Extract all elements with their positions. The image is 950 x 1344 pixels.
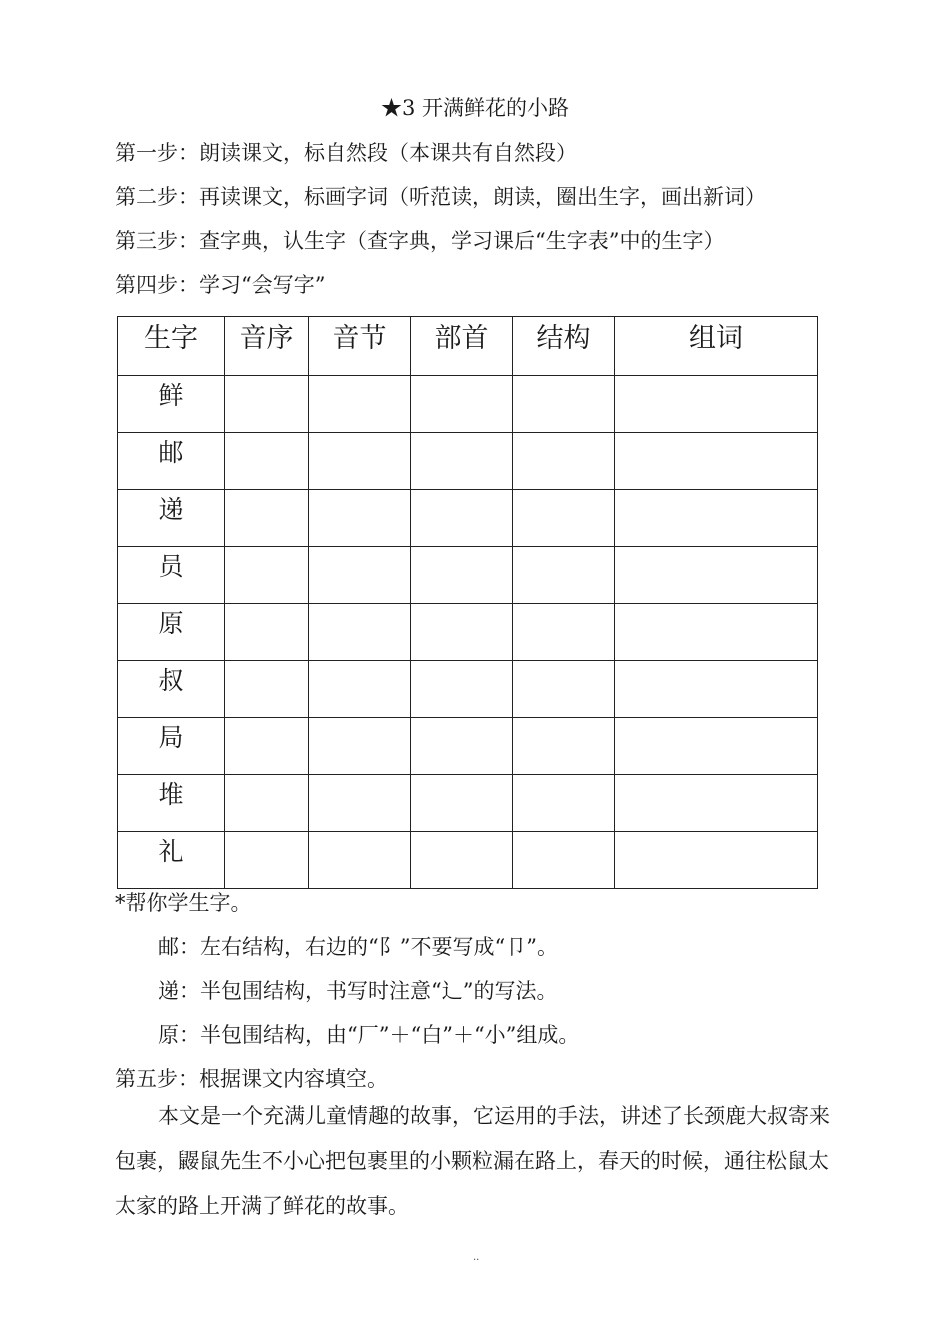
blank-cell[interactable] (225, 547, 309, 604)
blank-cell[interactable] (513, 547, 615, 604)
blank-cell[interactable] (513, 718, 615, 775)
table-row (118, 376, 818, 433)
blank-cell[interactable] (411, 718, 513, 775)
blank-cell[interactable] (309, 376, 411, 433)
character-cell: 礼 (118, 832, 225, 889)
blank-cell[interactable] (615, 433, 818, 490)
blank-cell[interactable] (225, 376, 309, 433)
table-row (118, 775, 818, 832)
header-phonetic-order: 音序 (225, 317, 309, 376)
page-title: ★3 开满鲜花的小路 (380, 96, 570, 120)
header-radical: 部首 (411, 317, 513, 376)
blank-cell[interactable] (411, 661, 513, 718)
table-row (118, 718, 818, 775)
blank-cell[interactable] (225, 718, 309, 775)
blank-cell[interactable] (513, 376, 615, 433)
table-row (118, 433, 818, 490)
blank-cell[interactable] (615, 832, 818, 889)
header-structure: 结构 (513, 317, 615, 376)
blank-cell[interactable] (411, 490, 513, 547)
blank-cell[interactable] (225, 604, 309, 661)
step-4: 第四步：学习“会写字” (115, 273, 326, 297)
step-1: 第一步：朗读课文，标自然段（本课共有自然段） (115, 141, 577, 165)
help-item-you: 邮：左右结构，右边的“阝”不要写成“卩”。 (158, 935, 558, 959)
step-5-heading: 第五步：根据课文内容填空。 (115, 1067, 388, 1091)
blank-cell[interactable] (513, 661, 615, 718)
step-2: 第二步：再读课文，标画字词（听范读，朗读，圈出生字，画出新词） (115, 185, 766, 209)
blank-cell[interactable] (513, 490, 615, 547)
character-table (117, 316, 818, 889)
character-cell: 鲜 (118, 376, 225, 433)
blank-cell[interactable] (513, 832, 615, 889)
table-row (118, 490, 818, 547)
table-row (118, 547, 818, 604)
character-cell: 邮 (118, 433, 225, 490)
page-footer-mark: .. (473, 1252, 480, 1263)
blank-cell[interactable] (225, 832, 309, 889)
table-row (118, 661, 818, 718)
blank-cell[interactable] (411, 547, 513, 604)
blank-cell[interactable] (513, 604, 615, 661)
character-cell: 递 (118, 490, 225, 547)
blank-cell[interactable] (615, 547, 818, 604)
help-item-di: 递：半包围结构，书写时注意“辶”的写法。 (158, 979, 558, 1003)
blank-cell[interactable] (615, 604, 818, 661)
header-words: 组词 (615, 317, 818, 376)
blank-cell[interactable] (309, 604, 411, 661)
table-row (118, 832, 818, 889)
blank-cell[interactable] (309, 832, 411, 889)
blank-cell[interactable] (225, 433, 309, 490)
blank-cell[interactable] (225, 490, 309, 547)
help-item-yuan: 原：半包围结构，由“厂”＋“白”＋“小”组成。 (158, 1023, 580, 1047)
blank-cell[interactable] (615, 490, 818, 547)
blank-cell[interactable] (615, 775, 818, 832)
blank-cell[interactable] (309, 433, 411, 490)
blank-cell[interactable] (615, 376, 818, 433)
header-character: 生字 (118, 317, 225, 376)
character-cell: 员 (118, 547, 225, 604)
blank-cell[interactable] (309, 490, 411, 547)
blank-cell[interactable] (309, 775, 411, 832)
blank-cell[interactable] (411, 775, 513, 832)
blank-cell[interactable] (225, 661, 309, 718)
blank-cell[interactable] (309, 661, 411, 718)
blank-cell[interactable] (411, 604, 513, 661)
blank-cell[interactable] (411, 376, 513, 433)
blank-cell[interactable] (309, 718, 411, 775)
table-row (118, 604, 818, 661)
blank-cell[interactable] (615, 718, 818, 775)
blank-cell[interactable] (615, 661, 818, 718)
blank-cell[interactable] (411, 832, 513, 889)
blank-cell[interactable] (513, 433, 615, 490)
blank-cell[interactable] (225, 775, 309, 832)
step-3: 第三步：查字典，认生字（查字典，学习课后“生字表”中的生字） (115, 229, 725, 253)
character-cell: 原 (118, 604, 225, 661)
character-cell: 叔 (118, 661, 225, 718)
blank-cell[interactable] (513, 775, 615, 832)
header-syllable: 音节 (309, 317, 411, 376)
help-title: *帮你学生字。 (115, 891, 252, 915)
character-cell: 局 (118, 718, 225, 775)
blank-cell[interactable] (411, 433, 513, 490)
table-header-row (118, 317, 818, 376)
step-5-paragraph: 本文是一个充满儿童情趣的故事，它运用的手法，讲述了长颈鹿大叔寄来包裹，鼹鼠先生不小心把包裹里的小颗粒漏在路上，春天的时候，通往松鼠太太家的路上开满了鲜花的故事。 (115, 1104, 830, 1218)
blank-cell[interactable] (309, 547, 411, 604)
character-cell: 堆 (118, 775, 225, 832)
